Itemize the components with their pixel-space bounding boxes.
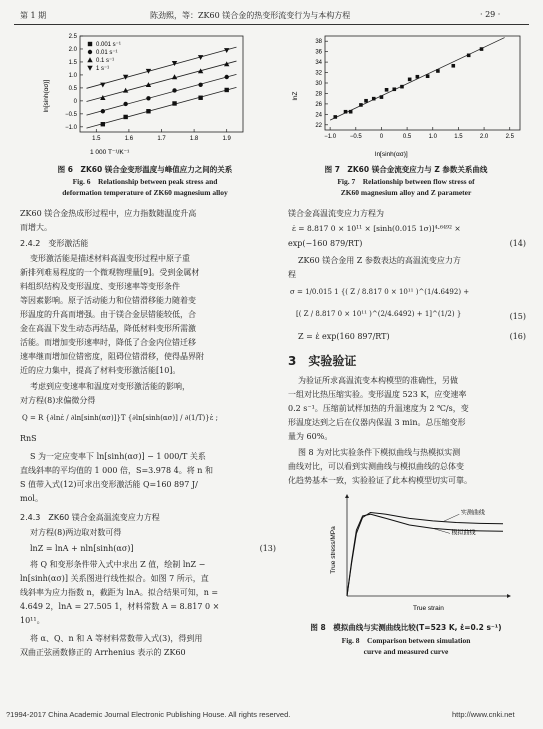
x-tick-label: 1.7 xyxy=(157,136,166,142)
data-point xyxy=(344,110,348,114)
fit-line xyxy=(330,38,504,121)
legend-label: 模拟曲线 xyxy=(451,530,476,537)
data-point xyxy=(333,115,337,119)
text-line: 10¹¹。 xyxy=(20,616,45,625)
text-line: 量为 60%。 xyxy=(288,432,333,441)
text-line: 形温度达到之后在仪器内保温 3 min。总压缩变形 xyxy=(288,418,466,427)
y-tick-label: 1.0 xyxy=(68,72,77,79)
fit-line xyxy=(87,87,237,128)
text-line: 直线斜率的平均值的 1 000 倍，S=3.978 4。将 n 和 xyxy=(20,466,213,475)
data-point xyxy=(385,88,389,92)
legend-marker xyxy=(87,66,92,71)
y-tick-label: 30 xyxy=(315,81,322,87)
fig6-caption-en-2: deformation temperature of ZK60 magnesium alloy xyxy=(62,188,228,197)
fig8-caption-en-1: Fig. 8 Comparison between simulation xyxy=(341,636,471,645)
text-line: S 为一定应变率下 ln[sinh(ασ)] − 1 000/T 关系 xyxy=(30,452,206,461)
x-tick-label: 1.5 xyxy=(92,136,101,142)
legend-marker xyxy=(88,50,92,54)
equation-15-line-2: [( Z / 8.817 0 × 10¹¹ )^(2/4.6492) + 1]^(1/2) } xyxy=(296,310,462,318)
text-line: 化趋势基本一致，实验验证了此本构模型切实可靠。 xyxy=(288,476,472,485)
left-para-7 xyxy=(20,632,276,660)
fig6-caption-en-1: Fig. 6 Relationship between peak stress and xyxy=(72,177,218,186)
equation-13: lnZ = lnA + nln[sinh(ασ)] xyxy=(30,544,134,553)
left-para-4 xyxy=(20,450,276,506)
y-tick-label: 24 xyxy=(315,112,322,119)
data-point xyxy=(100,83,105,88)
x-tick-label: 1.8 xyxy=(189,136,199,142)
data-point xyxy=(172,101,176,105)
x-tick-label: 1.9 xyxy=(222,136,231,142)
data-point xyxy=(408,78,412,82)
data-point xyxy=(101,109,105,113)
data-point xyxy=(467,54,471,58)
fig7-caption-zh: 图 7 ZK60 镁合金流变应力与 Z 参数关系曲线 xyxy=(324,165,488,174)
page-number: · 29 · xyxy=(480,10,501,19)
fig6-chart xyxy=(38,30,258,158)
legend-label: 1 s⁻¹ xyxy=(96,66,110,72)
section-2-4-2: 2.4.2 变形激活能 xyxy=(20,239,89,248)
data-point xyxy=(372,97,376,101)
equation-13-number: (13) xyxy=(259,544,276,553)
section-3-heading: 3 实验验证 xyxy=(288,354,357,368)
right-para-4 xyxy=(288,446,528,488)
legend-label: 0.001 s⁻¹ xyxy=(96,42,121,48)
data-point xyxy=(198,83,202,87)
data-point xyxy=(359,103,363,107)
data-point xyxy=(172,74,177,79)
fig8-xlabel: True strain xyxy=(413,605,444,612)
y-tick-label: −1.0 xyxy=(65,124,77,131)
text-line: 金在高温下发生动态再结晶，降低材料变形所需激 xyxy=(20,324,196,333)
y-tick-label: 26 xyxy=(315,101,322,108)
data-point xyxy=(451,64,455,68)
data-point xyxy=(416,75,420,79)
footer-copyright: ?1994-2017 China Academic Journal Electronic Publishing House. All rights reserved. xyxy=(6,710,291,719)
data-point xyxy=(146,69,151,74)
text-line: 曲线对比，可以看到实测曲线与模拟曲线的总体变 xyxy=(288,462,464,471)
y-axis-arrow xyxy=(345,494,349,498)
data-point xyxy=(380,95,384,99)
running-title: 陈劲熙，等：ZK60 镁合金的热变形流变行为与本构方程 xyxy=(150,11,351,20)
text-line: 等因素影响。原子活动能力和位错滑移能力随着变 xyxy=(20,296,196,305)
x-tick-label: 2.0 xyxy=(479,134,489,140)
text-line: 速率继而增加位错密度，阻碍位错滑移，使得晶界附 xyxy=(20,352,204,361)
y-tick-label: 28 xyxy=(315,91,322,98)
left-para-6 xyxy=(20,558,276,628)
y-tick-label: 38 xyxy=(315,39,322,46)
leader-line xyxy=(444,514,460,521)
left-para-1a: ZK60 镁合金热成形过程中，应力指数随温度升高 xyxy=(20,209,197,218)
header-rule xyxy=(14,24,529,25)
fig7-chart xyxy=(285,30,530,158)
x-tick-label: −1.0 xyxy=(324,134,337,140)
data-point xyxy=(198,68,203,73)
text-line: 变形激活能是描述材料高温变形过程中原子重 xyxy=(30,254,190,263)
legend-label: 0.1 s⁻¹ xyxy=(96,58,115,64)
text-line: 图 8 为对比实验条件下模拟曲线与热模拟实测 xyxy=(298,448,461,457)
equation-14-line-1: ε̇ = 8.817 0 × 10¹¹ × [sinh(0.015 1σ)]⁴·⁶⁴⁹² × xyxy=(292,224,461,233)
fig7-ylabel: lnZ xyxy=(292,91,299,101)
data-point xyxy=(172,88,176,92)
text-line: 为验证所求高温流变本构模型的准确性，另做 xyxy=(298,376,458,385)
left-para-3a: 考虑到应变速率和温度对变形激活能的影响， xyxy=(30,382,190,391)
y-tick-label: 36 xyxy=(315,49,322,56)
fig6-caption-zh: 图 6 ZK60 镁合金变形温度与峰值应力之间的关系 xyxy=(57,165,233,174)
y-tick-label: 1.5 xyxy=(68,59,77,66)
equation-16-number: (16) xyxy=(509,332,526,341)
right-para-2b: 程 xyxy=(288,270,296,279)
fig6-ylabel: ln[sinh(ασ)] xyxy=(43,79,50,113)
data-point xyxy=(146,96,150,100)
data-point xyxy=(123,102,127,106)
x-tick-label: 1.6 xyxy=(124,136,134,142)
footer-url: http://www.cnki.net xyxy=(452,710,515,719)
x-axis-arrow xyxy=(507,594,511,598)
text-line: mol。 xyxy=(20,494,43,503)
text-line: S 值带入式(12)可求出变形激活能 Q=160 897 J/ xyxy=(20,480,198,489)
text-line: 线斜率为应力指数 n，截距为 lnA。拟合结果可知，n = xyxy=(20,588,219,597)
equation-Q: Q = R {∂lnε̇ / ∂ln[sinh(ασ)]}T {∂ln[sinh(ασ)] / ∂(1/T)}ε̇ ; xyxy=(22,414,218,422)
data-point xyxy=(400,85,404,89)
y-tick-label: 0 xyxy=(73,98,77,105)
text-line: 近的应力集中，提高了材料变形激活能[10]。 xyxy=(20,366,181,375)
right-para-3 xyxy=(288,374,528,444)
equation-14-number: (14) xyxy=(509,239,526,248)
y-tick-label: 34 xyxy=(315,60,322,67)
journal-issue: 第 1 期 xyxy=(20,11,47,20)
left-para-2 xyxy=(20,252,276,378)
legend-marker xyxy=(88,42,92,46)
y-tick-label: −0.5 xyxy=(65,111,77,118)
x-tick-label: 1.0 xyxy=(428,134,437,140)
text-line: 将 Q 和变形条件带入式中求出 Z 值，绘制 lnZ − xyxy=(30,560,206,569)
text-line: 双曲正弦函数修正的 Arrhenius 表示的 ZK60 xyxy=(20,648,186,657)
data-point xyxy=(426,74,430,78)
equation-Q-tail: RnS xyxy=(20,434,37,443)
right-para-2a: ZK60 镁合金用 Z 参数表达的高温流变应力方 xyxy=(298,256,461,265)
text-line: 料组织结构及变形温度、变形速率等变形条件 xyxy=(20,282,180,291)
data-point xyxy=(349,110,353,114)
data-point xyxy=(101,122,105,126)
text-line: 0.2 s⁻¹。压缩前试样加热的升温速度为 2 ℃/s，变 xyxy=(288,404,469,413)
text-line: ln[sinh(ασ)] 关系图进行线性拟合。如图 7 所示，直 xyxy=(20,574,209,583)
fig7-caption-en-1: Fig. 7 Relationship between flow stress of xyxy=(337,177,475,186)
data-point xyxy=(364,99,368,103)
x-tick-label: 2.5 xyxy=(505,134,514,140)
data-point xyxy=(146,109,150,113)
equation-16: Z = ε̇ exp(160 897/RT) xyxy=(298,332,390,341)
fig7-caption-en-2: ZK60 magnesium alloy and Z parameter xyxy=(340,188,472,197)
section-2-4-3: 2.4.3 ZK60 镁合金高温流变应力方程 xyxy=(20,513,160,522)
data-point xyxy=(225,75,229,79)
data-point xyxy=(436,69,440,73)
x-tick-label: 0.5 xyxy=(402,134,412,140)
x-tick-label: 0 xyxy=(379,134,384,140)
measured-curve xyxy=(347,513,503,597)
left-para-3b: 对方程(8)求偏微分得 xyxy=(20,396,96,405)
text-line: 形温度的升高而增强。由于镁合金层错能较低，合 xyxy=(20,310,196,319)
data-point xyxy=(225,88,229,92)
left-para-5: 对方程(8)两边取对数可得 xyxy=(30,528,122,537)
right-para-1: 镁合金高温流变应力方程为 xyxy=(288,209,384,218)
equation-14-line-2: exp(−160 879/RT) xyxy=(288,239,363,248)
text-line: 活能。而增加变形速率时，降低了合金内位错迁移 xyxy=(20,338,196,347)
legend-marker xyxy=(87,57,92,62)
plot-frame xyxy=(325,36,520,130)
x-tick-label: 1.5 xyxy=(454,134,463,140)
y-tick-label: 22 xyxy=(315,122,322,129)
y-tick-label: 32 xyxy=(315,70,322,77)
y-tick-label: 2.0 xyxy=(68,46,77,53)
data-point xyxy=(392,87,396,91)
data-point xyxy=(224,61,229,66)
text-line: 一组对比热压缩实验。变形温度 523 K，应变速率 xyxy=(288,390,467,399)
text-line: 新排列难易程度的一个微观物理量[9]。受到金属材 xyxy=(20,268,200,277)
text-line: 将 α、Q、n 和 A 等材料常数带入式(3)，得到用 xyxy=(30,634,203,643)
fit-line xyxy=(87,74,237,115)
legend-label: 0.01 s⁻¹ xyxy=(96,50,118,56)
fig7-xlabel: ln[sinh(ασ)] xyxy=(375,151,408,158)
text-line: 4.649 2，lnA = 27.505 1，材料常数 A = 8.817 0 × xyxy=(20,602,220,611)
simulated-curve xyxy=(347,514,503,596)
y-tick-label: 0.5 xyxy=(68,85,77,92)
legend-label: 实测曲线 xyxy=(460,510,485,517)
y-tick-label: 2.5 xyxy=(68,34,77,40)
data-point xyxy=(123,115,127,119)
data-point xyxy=(480,47,484,51)
x-tick-label: −0.5 xyxy=(349,134,362,140)
left-para-1b: 而增大。 xyxy=(20,223,52,232)
fig8-ylabel: True stress/MPa xyxy=(330,526,337,574)
equation-15-line-1: σ = 1/0.015 1 {( Z / 8.817 0 × 10¹¹ )^(1/4.6492) + xyxy=(290,288,470,296)
fig8-chart xyxy=(325,492,515,614)
fig8-caption-en-2: curve and measured curve xyxy=(363,647,449,656)
equation-15-number: (15) xyxy=(509,312,526,321)
fig8-caption-zh: 图 8 模拟曲线与实测曲线比较(T=523 K, ε̇=0.2 s⁻¹) xyxy=(310,623,502,632)
data-point xyxy=(198,96,202,100)
fig6-xlabel: 1 000 T⁻¹/K⁻¹ xyxy=(90,149,130,156)
